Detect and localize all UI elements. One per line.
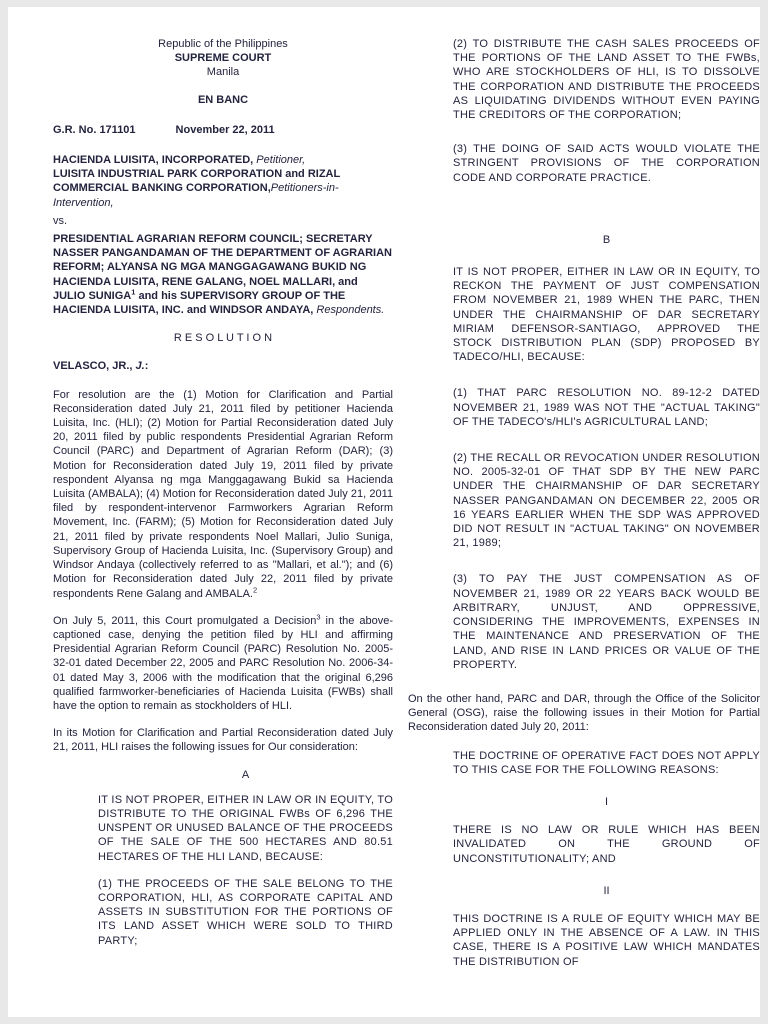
petitioner-name: HACIENDA LUISITA, INCORPORATED, (53, 154, 254, 167)
issue-b-item-3: (3) TO PAY THE JUST COMPENSATION AS OF NOVEMBER 21, 1989 OR 22 YEARS BACK WOULD BE ARBITRARY, UNJUST, AND OPPRESSIVE, CONSIDERING THE IMPROVEMENTS, EXPENSES IN THE MAINTENANCE AND PRESERVATION OF THE LAND, AND RISE IN LAND PRICES OR VALUE OF THE PROPERTY. (453, 573, 760, 671)
issue-b-item-1: (1) THAT PARC RESOLUTION NO. 89-12-2 DATED NOVEMBER 21, 1989 WAS NOT THE "ACTUAL TAKING" OF THE TADECO's/HLI's AGRICULTURAL LAND; (453, 387, 760, 428)
gr-number: G.R. No. 171101 (53, 123, 136, 136)
ponente-initial: J. (135, 360, 145, 373)
osg-item-ii: THIS DOCTRINE IS A RULE OF EQUITY WHICH MAY BE APPLIED ONLY IN THE ABSENCE OF A LAW. IN THIS CASE, THERE IS A POSITIVE LAW WHICH MANDATES THE DISTRIBUTION OF (453, 912, 760, 968)
decision-date: November 22, 2011 (175, 123, 275, 136)
paragraph-osg-lead: On the other hand, PARC and DAR, through the Office of the Solicitor General (OSG), raise the following issues in their Motion for Partial Reconsideration dated July 20, 2011: (408, 692, 760, 734)
paragraph-decision (53, 614, 393, 713)
issue-b-item-2: (2) THE RECALL OR REVOCATION UNDER RESOLUTION NO. 2005-32-01 OF THAT SDP BY THE NEW PARC UNDER THE CHAIRMANSHIP OF DAR SECRETARY NASSER PANGANDAMAN ON DECEMBER 22, 2005 OR 16 YEARS EARLIER WHEN THE SDP WAS APPROVED DID NOT RESULT IN "ACTUAL TAKING" ON NOVEMBER 21, 1989; (453, 452, 760, 550)
intervenor-names: LUISITA INDUSTRIAL PARK CORPORATION and RIZAL COMMERCIAL BANKING CORPORATION, (53, 168, 341, 195)
respondent-names-2: and his SUPERVISORY GROUP OF THE HACIENDA LUISITA, INC. and WINDSOR ANDAYA, (53, 289, 346, 317)
ponente-name: VELASCO, JR., (53, 360, 136, 373)
ponente-line (53, 359, 393, 373)
issue-a-heading: A (241, 768, 250, 781)
osg-doctrine-intro: THE DOCTRINE OF OPERATIVE FACT DOES NOT APPLY TO THIS CASE FOR THE FOLLOWING REASONS: (453, 749, 760, 776)
issue-a-item-1: (1) THE PROCEEDS OF THE SALE BELONG TO THE CORPORATION, HLI, AS CORPORATE CAPITAL AND ASSETS IN SUBSTITUTION FOR THE PORTIONS OF ITS LAND ASSET WHICH WERE SOLD TO THIRD PARTY; (98, 877, 393, 947)
document-page (8, 7, 760, 1017)
issue-a-block (53, 768, 393, 948)
right-column (408, 37, 760, 969)
osg-item-i: THERE IS NO LAW OR RULE WHICH HAS BEEN INVALIDATED ON THE GROUND OF UNCONSTITUTIONALITY; AND (453, 824, 760, 865)
two-column-layout (53, 37, 760, 969)
osg-heading-i: I (604, 795, 609, 808)
footnote-marker-3: 3 (316, 612, 321, 622)
versus-label: vs. (53, 214, 68, 227)
supreme-court-title: SUPREME COURT (174, 52, 272, 65)
respondents-line (53, 232, 393, 317)
paragraph-motions (53, 388, 393, 601)
issue-b-heading: B (602, 233, 611, 246)
respondent-role: Respondents. (313, 304, 385, 317)
respondent-names: PRESIDENTIAL AGRARIAN REFORM COUNCIL; SECRETARY NASSER PANGANDAMAN OF THE DEPARTMENT OF AGRARIAN REFORM; ALYANSA NG MGA MANGGAGAWANG BUKID NG HACIENDA LUISITA, RENE GALANG, NOEL MALLARI, and JULIO SUNIGA (53, 233, 392, 302)
paragraph-decision-after: in the above-captioned case, denying the petition filed by HLI and affirming Presidential Agrarian Reform Council (PARC) Resolution No. 2005-32-01 dated December 22, 2005 and PARC Resolution No. 2006-34-01 dated May 3, 2006 with the modification that the original 6,296 qualified farmworker-beneficiaries of Hacienda Luisita (FWBs) shall have the option to remain as stockholders of HLI. (53, 614, 393, 712)
court-header (53, 37, 393, 80)
ponente-colon: : (144, 360, 149, 373)
petitioner-line (53, 153, 393, 167)
paragraph-motions-text: For resolution are the (1) Motion for Clarification and Partial Reconsideration dated July 21, 2011 filed by petitioner Hacienda Luisita, Inc. (HLI); (2) Motion for Partial Reconsideration dated July 20, 2011 filed by public respondents Presidential Agrarian Reform Council (PARC) and Department of Agrarian Reform (DAR); (3) Motion for Reconsideration dated July 19, 2011 filed by private respondent Alyansa ng mga Manggagawang Bukid sa Hacienda Luisita (AMBALA); (4) Motion for Reconsideration dated July 21, 2011 filed by respondent-intervenor Farmworkers Agrarian Reform Movement, Inc. (FARM); (5) Motion for Reconsideration dated July 21, 2011 filed by private respondents Noel Mallari, Julio Suniga, Supervisory Group of Hacienda Luisita, Inc. (Supervisory Group) and Windsor Andaya (collectively referred to as "Mallari, et al."); and (6) Motion for Reconsideration dated July 22, 2011 filed by private respondents Rene Galang and AMBALA. (53, 388, 393, 600)
issue-a-continued-block (408, 37, 760, 672)
republic-line: Republic of the Philippines (158, 38, 288, 50)
issue-b-intro: IT IS NOT PROPER, EITHER IN LAW OR IN EQUITY, TO RECKON THE PAYMENT OF JUST COMPENSATION FROM NOVEMBER 21, 1989 WHEN THE PARC, THEN UNDER THE CHAIRMANSHIP OF DAR SECRETARY MIRIAM DEFENSOR-SANTIAGO, APPROVED THE STOCK DISTRIBUTION PLAN (SDP) PROPOSED BY TADECO/HLI, BECAUSE: (453, 266, 760, 364)
osg-heading-ii: II (603, 884, 610, 897)
petitioner-role: Petitioner, (253, 154, 306, 167)
case-number-line (53, 123, 393, 137)
paragraph-decision-before: On July 5, 2011, this Court promulgated a Decision (53, 614, 317, 627)
issue-a-intro: IT IS NOT PROPER, EITHER IN LAW OR IN EQUITY, TO DISTRIBUTE TO THE ORIGINAL FWBs OF 6,296 THE UNSPENT OR UNUSED BALANCE OF THE PROCEEDS OF THE SALE OF THE 500 HECTARES AND 80.51 HECTARES OF THE HLI LAND, BECAUSE: (98, 793, 393, 863)
en-banc-heading: EN BANC (197, 93, 249, 106)
intervenor-line (53, 167, 393, 210)
issue-a-item-3: (3) THE DOING OF SAID ACTS WOULD VIOLATE THE STRINGENT PROVISIONS OF THE CORPORATION CODE AND CORPORATE PRACTICE. (453, 143, 760, 184)
intervenor-role: Petitioners-in-Intervention, (53, 182, 339, 209)
footnote-marker-1: 1 (131, 287, 136, 297)
resolution-title: R E S O L U T I O N (173, 332, 273, 345)
osg-issues-block (408, 749, 760, 969)
issue-a-item-2: (2) TO DISTRIBUTE THE CASH SALES PROCEEDS OF THE PORTIONS OF THE LAND ASSET TO THE FWBs, WHO ARE STOCKHOLDERS OF HLI, IS TO DISSOLVE THE CORPORATION AND DISTRIBUTE THE PROCEEDS AS LIQUIDATING DIVIDENDS WITHOUT EVEN PAYING THE CREDITORS OF THE CORPORATION; (453, 38, 760, 122)
manila-line: Manila (206, 66, 240, 79)
footnote-marker-2: 2 (252, 584, 258, 594)
paragraph-hli-issues-lead: In its Motion for Clarification and Partial Reconsideration dated July 21, 2011, HLI raises the following issues for Our consideration: (53, 727, 393, 754)
left-column (53, 37, 393, 969)
